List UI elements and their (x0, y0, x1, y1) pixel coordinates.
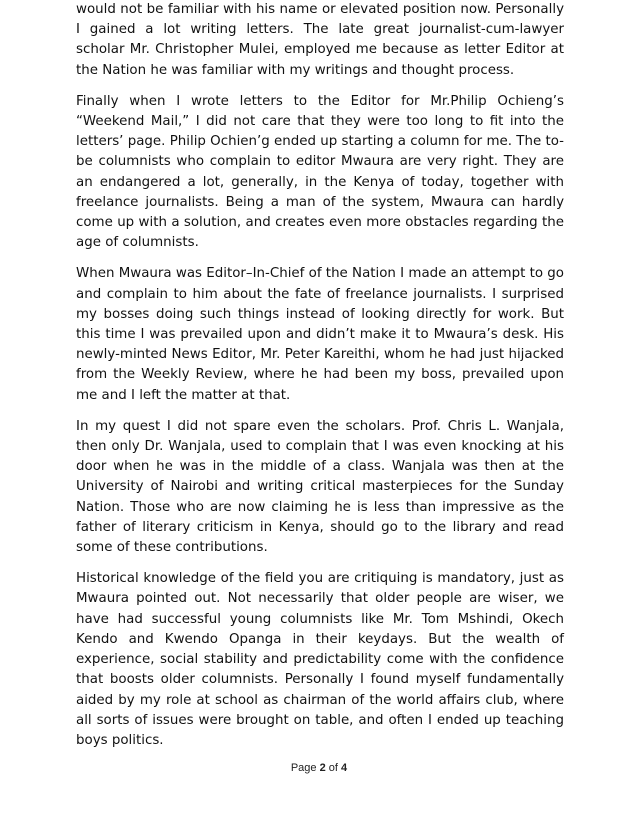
paragraph-2: Finally when I wrote letters to the Editor for Mr.Philip Ochieng’s “Weekend Mail,” I did not care that they were too long to fit into the letters’ page. Philip Ochien’g ended up starting a column for me. The to-be columnists who complain to editor Mwaura are very right. They are an endangered a lot, generally, in the Kenya of today, together with freelance journalists. Being a man of the system, Mwaura can hardly come up with a solution, and creates even more obstacles regarding the age of columnists. (76, 93, 564, 251)
paragraph-1: would not be familiar with his name or elevated position now. Personally I gained a lot writing letters. The late great journalist-cum-lawyer scholar Mr. Christopher Mulei, employed me because as letter Editor at the Nation he was familiar with my writings and thought process. (76, 2, 564, 78)
footer-current-page: 2 (319, 762, 326, 774)
footer-of-word: of (328, 762, 338, 774)
footer-page-word: Page (290, 762, 317, 774)
paragraph-4: In my quest I did not spare even the scholars. Prof. Chris L. Wanjala, then only Dr. Wanjala, used to complain that I was even knocking at his door when he was in the middle of a class. Wanjala was then at the University of Nairobi and writing critical masterpieces for the Sunday Nation. Those who are now claiming he is less than impressive as the father of literary criticism in Kenya, should go to the library and read some of these contributions. (76, 418, 564, 556)
paragraph-5: Historical knowledge of the field you are critiquing is mandatory, just as Mwaura pointed out. Not necessarily that older people are wiser, we have had successful young columnists like Mr. Tom Mshindi, Okech Kendo and Kwendo Opanga in their keydays. But the wealth of experience, social stability and predictability come with the confidence that boosts older columnists. Personally I found myself fundamentally aided by my role at school as chairman of the world affairs club, where all sorts of issues were brought on table, and often I ended up teaching boys politics. (76, 571, 564, 748)
body-text (76, 0, 564, 762)
paragraph-3: When Mwaura was Editor–In-Chief of the Nation I made an attempt to go and complain to him about the fate of freelance journalists. I surprised my bosses doing such things instead of looking directly for work. But this time I was prevailed upon and didn’t make it to Mwaura’s desk. His newly-minted News Editor, Mr. Peter Kareithi, whom he had just hijacked from the Weekly Review, where he had been my boss, prevailed upon me and I left the matter at that. (76, 266, 564, 403)
page-footer (0, 762, 638, 774)
footer-total-pages: 4 (341, 762, 348, 774)
